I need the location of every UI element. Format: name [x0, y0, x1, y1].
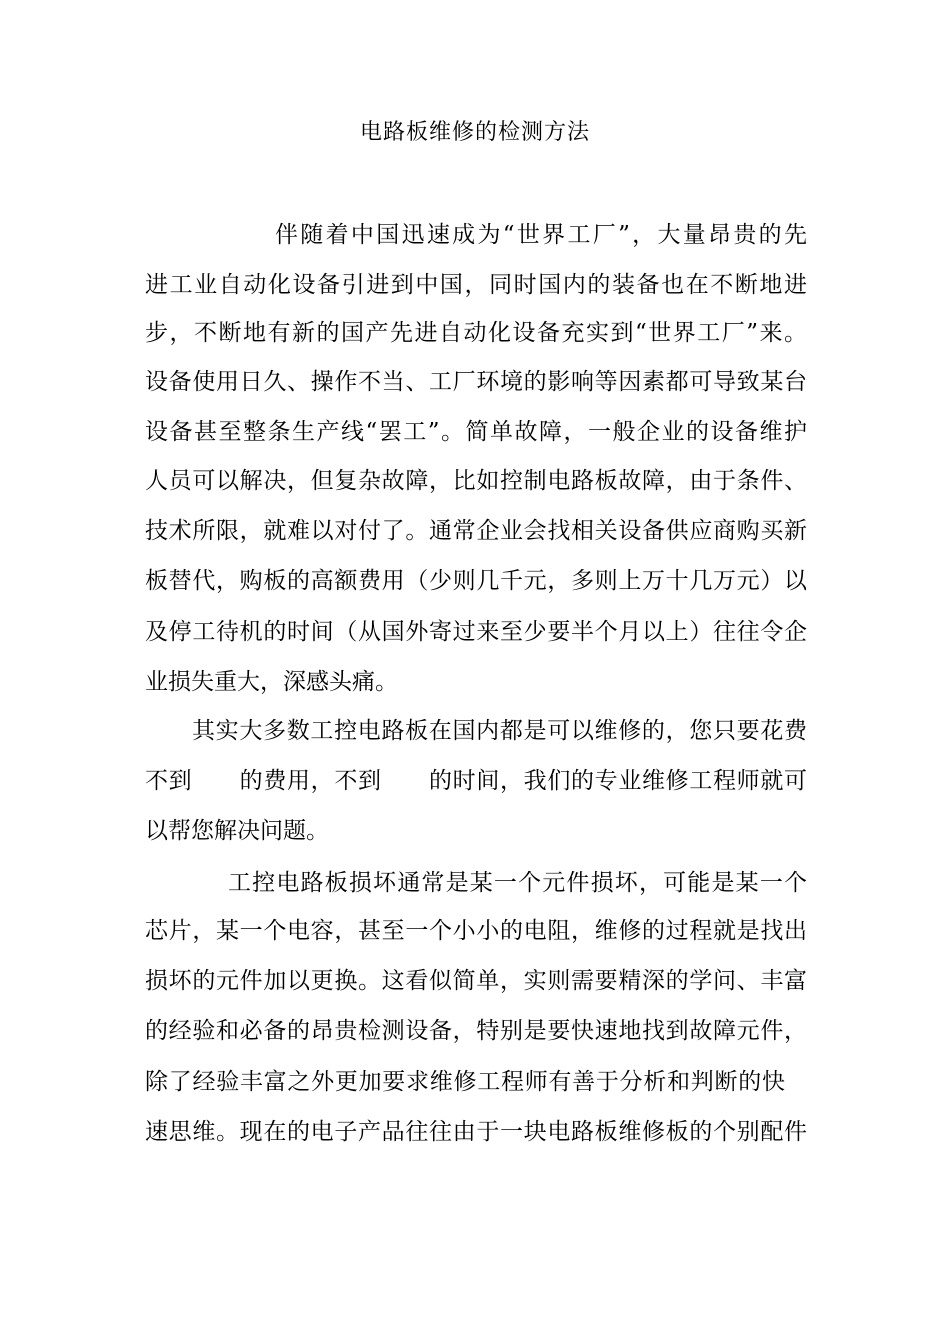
paragraph-1-line-4: 设备使用日久、操作不当、工厂环境的影响等因素都可导致某台	[145, 369, 807, 395]
paragraph-1-line-2: 进工业自动化设备引进到中国，同时国内的装备也在不断地进	[145, 272, 807, 298]
paragraph-1-line-3: 步，不断地有新的国产先进自动化设备充实到“世界工厂”来。	[145, 320, 807, 346]
paragraph-1-line-1: 伴随着中国迅速成为“世界工厂”，大量昂贵的先	[275, 222, 807, 248]
paragraph-1-line-9: 及停工待机的时间（从国外寄过来至少要半个月以上）往往令企	[145, 619, 807, 645]
paragraph-1-line-6: 人员可以解决，但复杂故障，比如控制电路板故障，由于条件、	[145, 468, 807, 494]
paragraph-3-line-6: 速思维。现在的电子产品往往由于一块电路板维修板的个别配件	[145, 1119, 807, 1145]
document-title: 电路板维修的检测方法	[359, 120, 590, 145]
paragraph-3-line-1: 工控电路板损坏通常是某一个元件损坏，可能是某一个	[228, 870, 807, 896]
paragraph-1-line-5: 设备甚至整条生产线“罢工”。简单故障，一般企业的设备维护	[145, 419, 807, 445]
paragraph-2-line-2: 不到 的费用，不到 的时间，我们的专业维修工程师就可	[145, 768, 807, 794]
paragraph-3-line-5: 除了经验丰富之外更加要求维修工程师有善于分析和判断的快	[145, 1069, 785, 1095]
paragraph-3-line-4: 的经验和必备的昂贵检测设备，特别是要快速地找到故障元件，	[145, 1018, 807, 1044]
paragraph-1-line-7: 技术所限，就难以对付了。通常企业会找相关设备供应商购买新	[145, 518, 807, 544]
paragraph-2-line-3: 以帮您解决问题。	[145, 818, 329, 844]
paragraph-3-line-2: 芯片，某一个电容，甚至一个小小的电阻，维修的过程就是找出	[145, 918, 807, 944]
paragraph-1-line-10: 业损失重大，深感头痛。	[145, 669, 398, 695]
paragraph-1-line-8: 板替代，购板的高额费用（少则几千元，多则上万十几万元）以	[145, 568, 807, 594]
paragraph-3-line-3: 损坏的元件加以更换。这看似简单，实则需要精深的学问、丰富	[145, 968, 807, 994]
paragraph-2-line-1: 其实大多数工控电路板在国内都是可以维修的，您只要花费	[192, 718, 807, 744]
